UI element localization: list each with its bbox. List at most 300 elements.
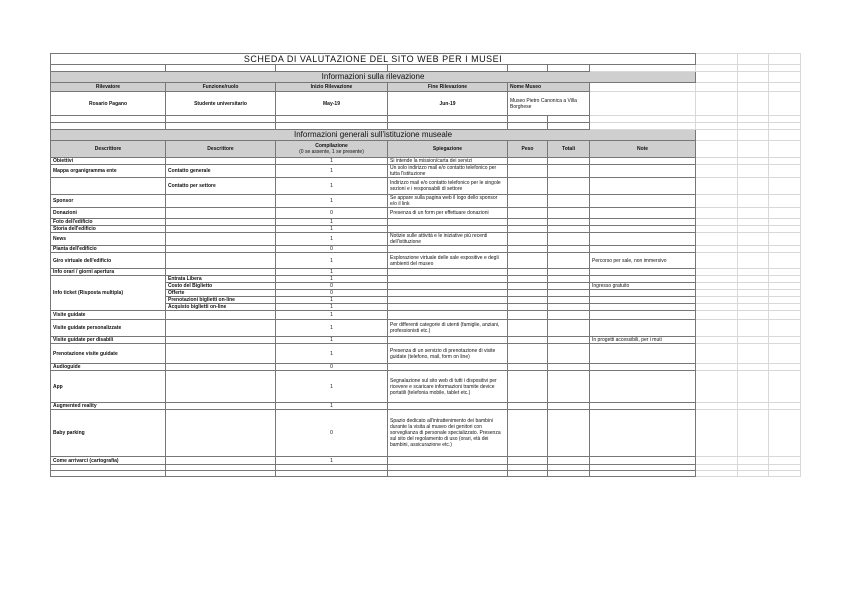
empty-cell xyxy=(738,233,769,246)
compilazione-cell: 1 xyxy=(276,178,388,195)
peso-cell xyxy=(508,344,548,364)
evaluation-table xyxy=(50,53,801,477)
note-cell xyxy=(590,269,696,276)
peso-cell xyxy=(508,304,548,311)
descrittore-cell: Pianta dell'edificio xyxy=(51,246,166,253)
spiegazione-cell: Spazio dedicato all'intrattenimento dei bambini durante la visita al museo dei genitori con sorveglianza di personale specializzato. Presenza sul sito del regolamento di uso (orari, età dei bambini, assicurazione etc.) xyxy=(388,410,508,457)
peso-cell xyxy=(508,371,548,403)
sub-descrittore-cell xyxy=(166,371,276,403)
empty-cell xyxy=(738,371,769,403)
note-cell xyxy=(590,457,696,465)
spiegazione-cell xyxy=(388,304,508,311)
note-cell xyxy=(590,364,696,371)
empty-cell xyxy=(276,471,388,477)
empty-cell xyxy=(738,297,769,304)
value-nome-museo: Museo Pietro Canonica a Villa Borghese xyxy=(508,92,590,116)
empty-cell xyxy=(696,226,738,233)
empty-cell xyxy=(51,471,166,477)
totali-cell xyxy=(548,219,590,226)
note-cell xyxy=(590,320,696,337)
totali-cell xyxy=(548,320,590,337)
empty-cell xyxy=(738,195,769,208)
sub-descrittore-cell: Acquisto biglietti on-line xyxy=(166,304,276,311)
compilazione-cell: 1 xyxy=(276,269,388,276)
empty-cell xyxy=(769,269,801,276)
table-row xyxy=(51,337,801,344)
note-cell xyxy=(590,195,696,208)
compilazione-cell: 0 xyxy=(276,410,388,457)
totali-cell xyxy=(548,158,590,165)
sub-descrittore-cell xyxy=(166,403,276,410)
value-fine: Jun-19 xyxy=(388,92,508,116)
descrittore-cell: Giro virtuale dell'edificio xyxy=(51,253,166,269)
compilazione-cell: 1 xyxy=(276,304,388,311)
empty-cell xyxy=(738,283,769,290)
descrittore-cell: Storia dell'edificio xyxy=(51,226,166,233)
empty-cell xyxy=(769,276,801,283)
empty-cell xyxy=(769,410,801,457)
compilazione-cell: 0 xyxy=(276,283,388,290)
spiegazione-cell: Presenza di un servizio di prenotazione di visite guidate (telefono, mail, form on line) xyxy=(388,344,508,364)
note-cell xyxy=(590,165,696,178)
sub-descrittore-cell xyxy=(166,246,276,253)
note-cell xyxy=(590,304,696,311)
spiegazione-cell xyxy=(388,290,508,297)
peso-cell xyxy=(508,233,548,246)
totali-cell xyxy=(548,233,590,246)
empty-cell xyxy=(388,471,508,477)
empty-cell xyxy=(696,246,738,253)
empty-cell xyxy=(738,364,769,371)
empty-cell xyxy=(696,371,738,403)
sub-descrittore-cell xyxy=(166,337,276,344)
totali-cell xyxy=(548,297,590,304)
note-cell xyxy=(590,311,696,320)
table-row xyxy=(51,226,801,233)
note-cell xyxy=(590,233,696,246)
empty-cell xyxy=(696,311,738,320)
table-row xyxy=(51,410,801,457)
empty-cell xyxy=(738,311,769,320)
table-row xyxy=(51,344,801,364)
spiegazione-cell: Segnalazione sul sito web di tutti i dispositivi per ricevere e scaricare informazioni tramite device portatili (telefonia mobile, tablet etc.) xyxy=(388,371,508,403)
spiegazione-cell: Indirizzo mail e/o contatto telefonico per le singole sezioni e i responsabili di settore xyxy=(388,178,508,195)
empty-cell xyxy=(769,246,801,253)
spiegazione-cell: Se appare sulla pagina web il logo dello sponsor e/o il link xyxy=(388,195,508,208)
totali-cell xyxy=(548,337,590,344)
totali-cell xyxy=(548,253,590,269)
empty-cell xyxy=(696,457,738,465)
empty-cell xyxy=(166,471,276,477)
compilazione-cell: 1 xyxy=(276,403,388,410)
descrittore-cell: Obiettivi xyxy=(51,158,166,165)
table-row xyxy=(51,178,801,195)
empty-cell xyxy=(769,371,801,403)
totali-cell xyxy=(548,403,590,410)
descrittore-cell: Prenotazione visite guidate xyxy=(51,344,166,364)
note-cell xyxy=(590,158,696,165)
compilazione-cell: 1 xyxy=(276,337,388,344)
peso-cell xyxy=(508,283,548,290)
value-inizio: May-19 xyxy=(276,92,388,116)
compilazione-cell: 0 xyxy=(276,290,388,297)
note-cell xyxy=(590,371,696,403)
peso-cell xyxy=(508,320,548,337)
descrittore-cell: Visite guidate personalizzate xyxy=(51,320,166,337)
empty-cell xyxy=(738,246,769,253)
totali-cell xyxy=(548,304,590,311)
compilazione-cell: 1 xyxy=(276,311,388,320)
spiegazione-cell: Si intende la mission/carta dei servizi xyxy=(388,158,508,165)
sub-descrittore-cell xyxy=(166,457,276,465)
compilazione-cell: 1 xyxy=(276,457,388,465)
totali-cell xyxy=(548,290,590,297)
sub-descrittore-cell: Costo del Biglietto xyxy=(166,283,276,290)
empty-cell xyxy=(508,471,548,477)
descrittore-cell: Info ticket (Risposta multipla) xyxy=(51,276,166,311)
table-row xyxy=(51,195,801,208)
empty-cell xyxy=(738,165,769,178)
compilazione-cell: 0 xyxy=(276,208,388,219)
descrittore-cell: Info orari / giorni apertura xyxy=(51,269,166,276)
sub-descrittore-cell xyxy=(166,253,276,269)
peso-cell xyxy=(508,178,548,195)
table-row xyxy=(51,320,801,337)
empty-cell xyxy=(696,165,738,178)
spiegazione-cell xyxy=(388,219,508,226)
empty-cell xyxy=(738,269,769,276)
peso-cell xyxy=(508,253,548,269)
empty-cell xyxy=(769,178,801,195)
compilazione-cell: 1 xyxy=(276,320,388,337)
peso-cell xyxy=(508,276,548,283)
col-funzione: Funzione/ruolo xyxy=(166,83,276,92)
empty-cell xyxy=(696,297,738,304)
empty-cell xyxy=(696,233,738,246)
spiegazione-cell: Esplorazione virtuale delle sale espositive e degli ambienti del museo xyxy=(388,253,508,269)
totali-cell xyxy=(548,246,590,253)
table-row xyxy=(51,253,801,269)
empty-cell xyxy=(738,337,769,344)
peso-cell xyxy=(508,290,548,297)
empty-cell xyxy=(590,471,696,477)
empty-cell xyxy=(738,403,769,410)
empty-cell xyxy=(769,471,801,477)
empty-cell xyxy=(696,337,738,344)
empty-cell xyxy=(548,471,590,477)
col-compilazione-sub: (0 se assente, 1 se presente) xyxy=(299,149,364,155)
spiegazione-cell xyxy=(388,283,508,290)
empty-cell xyxy=(696,410,738,457)
table-row xyxy=(51,233,801,246)
spiegazione-cell xyxy=(388,457,508,465)
table-row xyxy=(51,165,801,178)
empty-cell xyxy=(696,158,738,165)
note-cell xyxy=(590,297,696,304)
totali-cell xyxy=(548,165,590,178)
note-cell xyxy=(590,410,696,457)
peso-cell xyxy=(508,457,548,465)
totali-cell xyxy=(548,364,590,371)
spiegazione-cell xyxy=(388,269,508,276)
empty-cell xyxy=(696,471,738,477)
totali-cell xyxy=(548,208,590,219)
totali-cell xyxy=(548,311,590,320)
section-heading-istituzione: Informazioni generali sull'istituzione museale xyxy=(51,130,696,141)
note-cell: Ingresso gratuito xyxy=(590,283,696,290)
empty-cell xyxy=(738,226,769,233)
totali-cell xyxy=(548,178,590,195)
table-row xyxy=(51,246,801,253)
compilazione-cell: 1 xyxy=(276,195,388,208)
empty-cell xyxy=(696,283,738,290)
note-cell xyxy=(590,290,696,297)
descrittore-cell: Audioguide xyxy=(51,364,166,371)
empty-cell xyxy=(738,219,769,226)
empty-cell xyxy=(769,290,801,297)
descrittore-cell: Mappa organigramma ente xyxy=(51,165,166,178)
table-row xyxy=(51,276,801,283)
note-cell xyxy=(590,344,696,364)
sub-descrittore-cell: Prenotazioni biglietti on-line xyxy=(166,297,276,304)
compilazione-cell: 0 xyxy=(276,364,388,371)
sub-descrittore-cell xyxy=(166,195,276,208)
empty-cell xyxy=(769,158,801,165)
compilazione-cell: 1 xyxy=(276,276,388,283)
sub-descrittore-cell xyxy=(166,158,276,165)
note-cell xyxy=(590,276,696,283)
col-peso: Peso xyxy=(508,141,548,158)
totali-cell xyxy=(548,410,590,457)
col-fine: Fine Rilevazione xyxy=(388,83,508,92)
col-note: Note xyxy=(590,141,696,158)
note-cell xyxy=(590,208,696,219)
empty-cell xyxy=(769,233,801,246)
empty-cell xyxy=(696,364,738,371)
totali-cell xyxy=(548,457,590,465)
peso-cell xyxy=(508,269,548,276)
sub-descrittore-cell xyxy=(166,311,276,320)
note-cell: Percorso per sale, non immersivo xyxy=(590,253,696,269)
descrittore-cell: Foto dell'edificio xyxy=(51,219,166,226)
spiegazione-cell xyxy=(388,337,508,344)
spiegazione-cell xyxy=(388,246,508,253)
peso-cell xyxy=(508,165,548,178)
totali-cell xyxy=(548,226,590,233)
compilazione-cell: 1 xyxy=(276,219,388,226)
descrittore-cell: Donazioni xyxy=(51,208,166,219)
empty-cell xyxy=(738,457,769,465)
empty-cell xyxy=(738,208,769,219)
sub-descrittore-cell xyxy=(166,219,276,226)
empty-cell xyxy=(696,269,738,276)
sub-descrittore-cell xyxy=(166,226,276,233)
peso-cell xyxy=(508,410,548,457)
note-cell xyxy=(590,246,696,253)
note-cell xyxy=(590,403,696,410)
col-totali: Totali xyxy=(548,141,590,158)
empty-cell xyxy=(738,410,769,457)
compilazione-cell: 1 xyxy=(276,344,388,364)
empty-cell xyxy=(696,290,738,297)
descrittore-cell: News xyxy=(51,233,166,246)
col-rilevatore: Rilevatore xyxy=(51,83,166,92)
col-nome-museo: Nome Museo xyxy=(508,83,590,92)
descrittore-cell: Baby parking xyxy=(51,410,166,457)
empty-cell xyxy=(738,304,769,311)
empty-cell xyxy=(696,253,738,269)
empty-cell xyxy=(696,304,738,311)
sub-descrittore-cell xyxy=(166,320,276,337)
descrittore-cell: Sponsor xyxy=(51,195,166,208)
note-cell xyxy=(590,219,696,226)
empty-cell xyxy=(696,276,738,283)
compilazione-cell: 1 xyxy=(276,158,388,165)
table-row xyxy=(51,219,801,226)
sheet-title: SCHEDA DI VALUTAZIONE DEL SITO WEB PER I MUSEI xyxy=(51,54,696,65)
peso-cell xyxy=(508,195,548,208)
empty-cell xyxy=(769,165,801,178)
table-row xyxy=(51,311,801,320)
spiegazione-cell xyxy=(388,226,508,233)
sub-descrittore-cell: Entrata Libera xyxy=(166,276,276,283)
empty-cell xyxy=(769,208,801,219)
spiegazione-cell xyxy=(388,297,508,304)
empty-cell xyxy=(769,226,801,233)
descrittore-cell: Visite guidate per disabili xyxy=(51,337,166,344)
note-cell xyxy=(590,178,696,195)
table-row xyxy=(51,269,801,276)
empty-cell xyxy=(738,276,769,283)
empty-cell xyxy=(769,344,801,364)
compilazione-cell: 1 xyxy=(276,297,388,304)
spiegazione-cell xyxy=(388,276,508,283)
value-funzione: Studente universitario xyxy=(166,92,276,116)
empty-cell xyxy=(738,290,769,297)
empty-cell xyxy=(769,403,801,410)
compilazione-cell: 1 xyxy=(276,165,388,178)
empty-cell xyxy=(769,457,801,465)
spiegazione-cell: Un solo indirizzo mail e/o contatto telefonico per tutta l'istituzione xyxy=(388,165,508,178)
sub-descrittore-cell: Contatto per settore xyxy=(166,178,276,195)
peso-cell xyxy=(508,208,548,219)
peso-cell xyxy=(508,403,548,410)
empty-cell xyxy=(696,195,738,208)
empty-cell xyxy=(769,297,801,304)
sub-descrittore-cell xyxy=(166,364,276,371)
totali-cell xyxy=(548,276,590,283)
compilazione-cell: 1 xyxy=(276,253,388,269)
section-heading-rilevazione: Informazioni sulla rilevazione xyxy=(51,72,696,83)
sub-descrittore-cell: Offerte xyxy=(166,290,276,297)
peso-cell xyxy=(508,226,548,233)
empty-cell xyxy=(769,311,801,320)
empty-cell xyxy=(738,178,769,195)
spreadsheet xyxy=(50,53,800,477)
sub-descrittore-cell xyxy=(166,344,276,364)
peso-cell xyxy=(508,246,548,253)
empty-cell xyxy=(769,320,801,337)
descrittore-cell: App xyxy=(51,371,166,403)
compilazione-cell: 1 xyxy=(276,226,388,233)
sub-descrittore-cell xyxy=(166,233,276,246)
sub-descrittore-cell xyxy=(166,269,276,276)
spiegazione-cell xyxy=(388,364,508,371)
empty-cell xyxy=(738,471,769,477)
empty-cell xyxy=(769,337,801,344)
descrittore-cell xyxy=(51,178,166,195)
table-row xyxy=(51,371,801,403)
spiegazione-cell xyxy=(388,311,508,320)
empty-cell xyxy=(696,344,738,364)
sub-descrittore-cell: Contatto generale xyxy=(166,165,276,178)
totali-cell xyxy=(548,371,590,403)
empty-cell xyxy=(738,253,769,269)
empty-cell xyxy=(769,283,801,290)
empty-cell xyxy=(769,304,801,311)
compilazione-cell: 0 xyxy=(276,246,388,253)
totali-cell xyxy=(548,269,590,276)
note-cell xyxy=(590,226,696,233)
descrittore-cell: Visite guidate xyxy=(51,311,166,320)
table-row xyxy=(51,457,801,465)
compilazione-cell: 1 xyxy=(276,233,388,246)
peso-cell xyxy=(508,364,548,371)
descrittore-cell: Come arrivarci (cartografia) xyxy=(51,457,166,465)
spiegazione-cell: Notizie sulle attività e le iniziative più recenti dell'istituzione xyxy=(388,233,508,246)
value-rilevatore: Rosario Pagano xyxy=(51,92,166,116)
empty-cell xyxy=(696,208,738,219)
peso-cell xyxy=(508,297,548,304)
col-compilazione-label: Compilazione xyxy=(315,143,348,149)
empty-cell xyxy=(769,364,801,371)
peso-cell xyxy=(508,311,548,320)
totali-cell xyxy=(548,344,590,364)
spiegazione-cell: Per differenti categorie di utenti (famiglie, anziani, professionisti etc.) xyxy=(388,320,508,337)
empty-cell xyxy=(769,253,801,269)
table-row xyxy=(51,364,801,371)
spiegazione-cell xyxy=(388,403,508,410)
col-compilazione xyxy=(276,141,388,158)
empty-cell xyxy=(696,403,738,410)
empty-cell xyxy=(696,178,738,195)
totali-cell xyxy=(548,283,590,290)
table-row xyxy=(51,158,801,165)
empty-row xyxy=(51,471,801,477)
table-row xyxy=(51,208,801,219)
col-descrittore-2: Descrittore xyxy=(166,141,276,158)
empty-cell xyxy=(769,195,801,208)
empty-cell xyxy=(769,219,801,226)
empty-cell xyxy=(696,320,738,337)
peso-cell xyxy=(508,158,548,165)
note-cell: In progetti accessibili, per i muti xyxy=(590,337,696,344)
spiegazione-cell: Presenza di un form per effettuare donazioni xyxy=(388,208,508,219)
compilazione-cell: 1 xyxy=(276,371,388,403)
sub-descrittore-cell xyxy=(166,208,276,219)
empty-cell xyxy=(738,344,769,364)
descrittore-cell: Augmented reality xyxy=(51,403,166,410)
col-descrittore-1: Descrittore xyxy=(51,141,166,158)
col-inizio: Inizio Rilevazione xyxy=(276,83,388,92)
empty-cell xyxy=(738,320,769,337)
peso-cell xyxy=(508,219,548,226)
empty-cell xyxy=(738,158,769,165)
totali-cell xyxy=(548,195,590,208)
col-spiegazione: Spiegazione xyxy=(388,141,508,158)
table-row xyxy=(51,403,801,410)
sub-descrittore-cell xyxy=(166,410,276,457)
